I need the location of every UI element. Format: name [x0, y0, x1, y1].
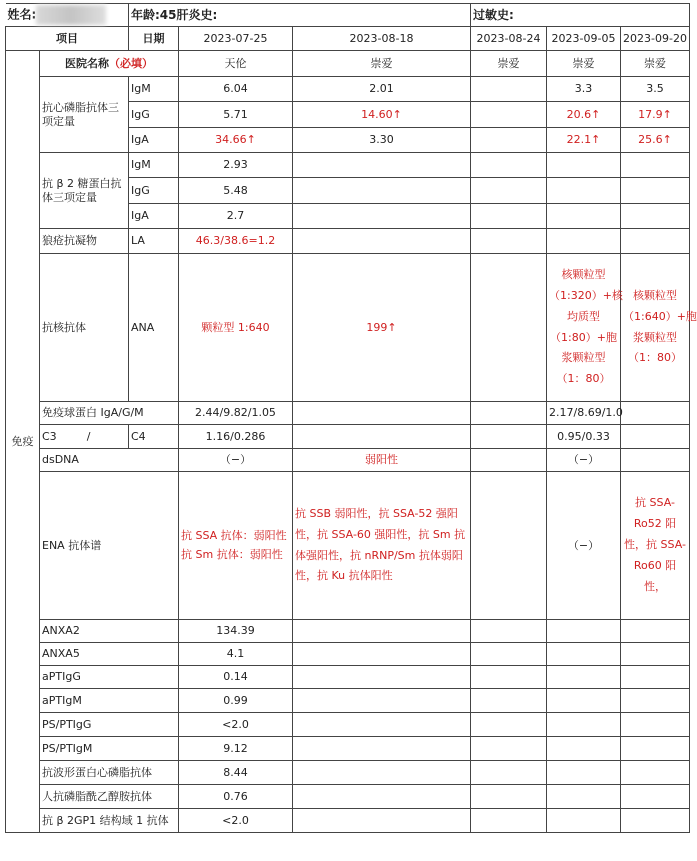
cell: 9.12	[179, 737, 293, 761]
row-label: 抗波形蛋白心磷脂抗体	[40, 761, 179, 785]
cell: 0.99	[179, 689, 293, 713]
redacted-name	[36, 5, 106, 25]
hospital-label: 医院名称	[65, 56, 109, 70]
c4-label: C4	[129, 425, 179, 449]
cell	[293, 713, 471, 737]
la-label: 狼疮抗凝物	[40, 229, 129, 254]
cell	[471, 204, 547, 229]
cell: 2.17/8.69/1.0	[547, 402, 621, 425]
cell: 颗粒型 1:640	[179, 254, 293, 402]
cell: 2.01	[293, 77, 471, 102]
cell	[547, 620, 621, 643]
sub-label: IgA	[129, 128, 179, 153]
cell: 0.95/0.33	[547, 425, 621, 449]
dsdna-label: dsDNA	[40, 449, 179, 472]
name-label: 姓名:	[7, 7, 37, 22]
cell: 5.71	[179, 102, 293, 128]
cell	[547, 737, 621, 761]
cell	[471, 713, 547, 737]
table-row	[6, 77, 690, 102]
cell	[471, 666, 547, 689]
header-row	[6, 4, 690, 27]
row-label: 抗 β 2GP1 结构域 1 抗体	[40, 809, 179, 833]
cell: 22.1↑	[547, 128, 621, 153]
table-row	[6, 666, 690, 689]
cell: 0.76	[179, 785, 293, 809]
cell	[621, 178, 690, 204]
hospital-5: 崇爱	[621, 51, 690, 77]
cell	[471, 229, 547, 254]
cell: 199↑	[293, 254, 471, 402]
cell	[471, 620, 547, 643]
cell	[471, 77, 547, 102]
age-label: 年龄:45	[131, 7, 177, 22]
cell: 14.60↑	[293, 102, 471, 128]
cell	[621, 689, 690, 713]
cell	[621, 153, 690, 178]
table-row	[6, 643, 690, 666]
cell: 核颗粒型（1:320）+核均质型（1:80）+胞浆颗粒型（1：80）	[547, 254, 621, 402]
hepatitis-label: 肝炎史:	[176, 7, 218, 22]
table-row	[6, 737, 690, 761]
cell: 3.3	[547, 77, 621, 102]
cell: 5.48	[179, 178, 293, 204]
cell: （−）	[179, 449, 293, 472]
cell	[471, 425, 547, 449]
cell	[547, 785, 621, 809]
cell: <2.0	[179, 713, 293, 737]
cell	[293, 737, 471, 761]
slash: /	[86, 429, 91, 443]
cell	[293, 204, 471, 229]
cell: （−）	[547, 449, 621, 472]
cell	[471, 809, 547, 833]
cell: 20.6↑	[547, 102, 621, 128]
cell: 8.44	[179, 761, 293, 785]
cell: 25.6↑	[621, 128, 690, 153]
cell	[547, 153, 621, 178]
cell	[293, 643, 471, 666]
table-row	[6, 713, 690, 737]
cell	[293, 761, 471, 785]
date-4: 2023-09-05	[547, 27, 621, 51]
cell: 0.14	[179, 666, 293, 689]
cell: 抗 SSA-Ro52 阳性，抗 SSA-Ro60 阳性，	[621, 472, 690, 620]
table-row	[6, 689, 690, 713]
cell	[621, 229, 690, 254]
cell	[547, 809, 621, 833]
table-row	[6, 472, 690, 620]
cell	[471, 449, 547, 472]
cell	[547, 689, 621, 713]
cell: 2.44/9.82/1.05	[179, 402, 293, 425]
cell	[293, 689, 471, 713]
cell	[547, 761, 621, 785]
cell	[293, 620, 471, 643]
hospital-row	[6, 51, 690, 77]
row-label: ANXA2	[40, 620, 179, 643]
cell	[471, 761, 547, 785]
cell	[547, 204, 621, 229]
cell	[471, 472, 547, 620]
allergy-label: 过敏史:	[471, 4, 690, 27]
date-2: 2023-08-18	[293, 27, 471, 51]
hospital-3: 崇爱	[471, 51, 547, 77]
cell	[621, 425, 690, 449]
cell	[293, 153, 471, 178]
cell	[471, 402, 547, 425]
cell	[293, 178, 471, 204]
cell: 弱阳性	[293, 449, 471, 472]
date-1: 2023-07-25	[179, 27, 293, 51]
cell	[621, 785, 690, 809]
cell	[547, 229, 621, 254]
sub-label: IgA	[129, 204, 179, 229]
table-row	[6, 449, 690, 472]
cell: 2.93	[179, 153, 293, 178]
ana-label: 抗核抗体	[40, 254, 129, 402]
row-label: aPTIgM	[40, 689, 179, 713]
cell	[471, 737, 547, 761]
date-row	[6, 27, 690, 51]
cell	[471, 153, 547, 178]
table-row	[6, 425, 690, 449]
cell: 134.39	[179, 620, 293, 643]
table-row	[6, 620, 690, 643]
cell	[621, 713, 690, 737]
row-label: 人抗磷脂酰乙醇胺抗体	[40, 785, 179, 809]
cell	[621, 204, 690, 229]
cell	[621, 737, 690, 761]
cell: 6.04	[179, 77, 293, 102]
cell	[621, 643, 690, 666]
cell	[293, 785, 471, 809]
cell: 17.9↑	[621, 102, 690, 128]
ena-label: ENA 抗体谱	[40, 472, 179, 620]
section-immunity: 免疫	[6, 51, 40, 833]
table-row	[6, 402, 690, 425]
table-row	[6, 229, 690, 254]
cell: 1.16/0.286	[179, 425, 293, 449]
cell: 46.3/38.6=1.2	[179, 229, 293, 254]
table-row	[6, 254, 690, 402]
b2gp-label: 抗 β 2 糖蛋白抗体三项定量	[40, 153, 129, 229]
cell: 2.7	[179, 204, 293, 229]
cell: 抗 SSA 抗体：弱阳性 抗 Sm 抗体：弱阳性	[179, 472, 293, 620]
date-3: 2023-08-24	[471, 27, 547, 51]
cell	[621, 449, 690, 472]
cell	[547, 643, 621, 666]
row-label: aPTIgG	[40, 666, 179, 689]
cell	[547, 666, 621, 689]
cell	[471, 785, 547, 809]
cell	[547, 713, 621, 737]
cell	[293, 229, 471, 254]
cell: 3.5	[621, 77, 690, 102]
sub-label: IgM	[129, 153, 179, 178]
date-5: 2023-09-20	[621, 27, 690, 51]
sub-label: IgG	[129, 178, 179, 204]
cell	[471, 178, 547, 204]
hospital-required: （必填）	[109, 56, 153, 70]
cell	[471, 102, 547, 128]
table-row	[6, 809, 690, 833]
cell	[471, 643, 547, 666]
cell	[471, 128, 547, 153]
row-label: PS/PTIgG	[40, 713, 179, 737]
cell	[621, 666, 690, 689]
cell	[547, 178, 621, 204]
sub-label: IgG	[129, 102, 179, 128]
cell: （−）	[547, 472, 621, 620]
date-header: 日期	[129, 27, 179, 51]
sub-label: IgM	[129, 77, 179, 102]
cell: 4.1	[179, 643, 293, 666]
row-label: PS/PTIgM	[40, 737, 179, 761]
ig-label: 免疫球蛋白 IgA/G/M	[40, 402, 179, 425]
sub-label: ANA	[129, 254, 179, 402]
cell: 3.30	[293, 128, 471, 153]
cell: 抗 SSB 弱阳性，抗 SSA-52 强阳性，抗 SSA-60 强阳性，抗 Sm 抗体强阳性，抗 nRNP/Sm 抗体弱阳性，抗 Ku 抗体阳性	[293, 472, 471, 620]
cell	[293, 666, 471, 689]
sub-label: LA	[129, 229, 179, 254]
cell	[621, 402, 690, 425]
cell: <2.0	[179, 809, 293, 833]
table-row	[6, 153, 690, 178]
acl-label: 抗心磷脂抗体三项定量	[40, 77, 129, 153]
cell	[293, 809, 471, 833]
lab-results-table	[5, 3, 697, 833]
cell: 34.66↑	[179, 128, 293, 153]
hospital-4: 崇爱	[547, 51, 621, 77]
cell	[621, 620, 690, 643]
cell	[621, 809, 690, 833]
row-label: ANXA5	[40, 643, 179, 666]
hospital-2: 崇爱	[293, 51, 471, 77]
cell	[471, 254, 547, 402]
cell	[621, 761, 690, 785]
cell	[293, 402, 471, 425]
c3-label: C3	[42, 429, 57, 443]
hospital-1: 天伦	[179, 51, 293, 77]
table-row	[6, 761, 690, 785]
cell	[293, 425, 471, 449]
cell	[471, 689, 547, 713]
item-header: 项目	[6, 27, 129, 51]
table-row	[6, 785, 690, 809]
cell: 核颗粒型（1:640）+胞浆颗粒型（1：80）	[621, 254, 690, 402]
